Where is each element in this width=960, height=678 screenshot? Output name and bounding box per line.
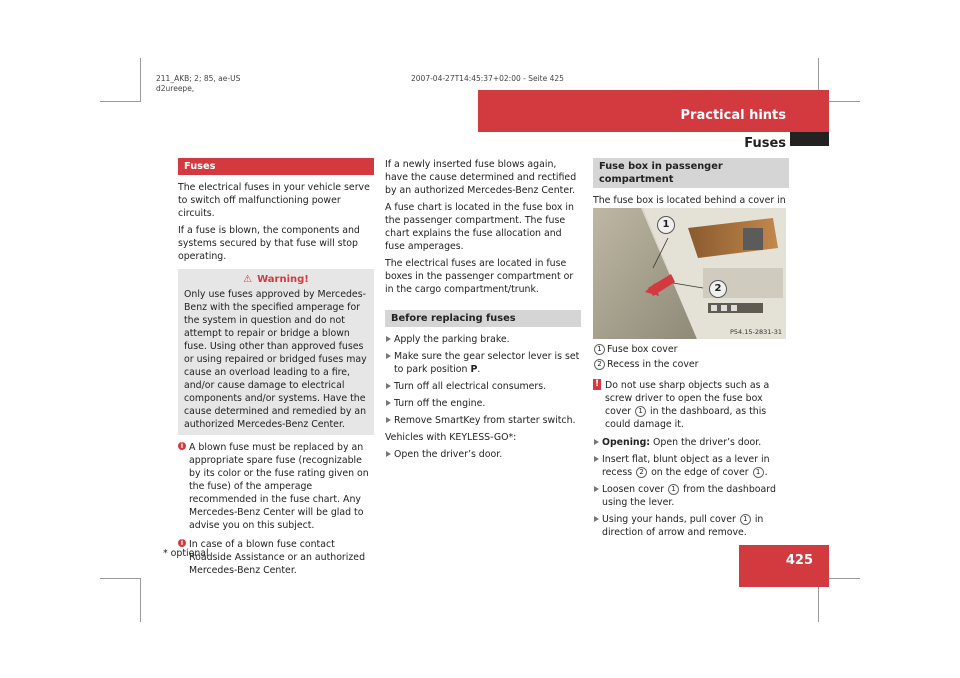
step-item: [593, 483, 789, 509]
header-tab: [790, 132, 829, 146]
caution-item: [593, 379, 789, 431]
step-item: [385, 350, 581, 376]
page-number: 425: [785, 553, 813, 568]
step-text: .: [477, 364, 481, 375]
section-title: Practical hints: [680, 108, 786, 123]
legend-text: Fuse box cover: [607, 344, 678, 355]
step-text: from the dashboard using the lever.: [602, 484, 776, 508]
print-meta: [156, 74, 240, 94]
callout-2: 2: [709, 280, 727, 298]
step-item: [593, 513, 789, 539]
number-1-icon: 1: [594, 344, 605, 355]
warning-triangle-icon: ⚠: [243, 274, 253, 285]
step-item: Turn off the engine.: [385, 397, 581, 410]
caution-icon: !: [594, 379, 600, 389]
paragraph: A fuse chart is located in the fuse box in the passenger compartment. The fuse chart explains the fuse allocation and fuse amperages.: [385, 202, 574, 252]
warning-title-text: Warning!: [257, 274, 309, 285]
step-text: Loosen cover: [602, 484, 668, 495]
step-item: Remove SmartKey from starter switch.: [385, 414, 581, 427]
crop-mark: [140, 58, 141, 102]
step-item: Turn off all electrical consumers.: [385, 380, 581, 393]
paragraph: The electrical fuses are located in fuse boxes in the passenger compartment or in the cargo compartment/trunk.: [385, 258, 574, 295]
step-item: Open the driver’s door.: [385, 448, 581, 461]
step-label: Opening:: [602, 437, 651, 448]
paragraph: Vehicles with KEYLESS-GO*:: [385, 432, 517, 443]
section-heading-fuses: Fuses: [178, 158, 374, 175]
paragraph: If a newly inserted fuse blows again, have the cause determined and rectified by an authorized Mercedes-Benz Center.: [385, 159, 577, 196]
warning-box: [178, 269, 374, 435]
info-icon: i: [178, 539, 186, 547]
note-item: [178, 441, 374, 532]
number-1-icon: 1: [753, 467, 764, 478]
section-heading-fuse-box: Fuse box in passenger compartment: [593, 158, 789, 188]
file-line-2: d2ureepe,: [156, 84, 195, 93]
legend-item: [593, 358, 789, 371]
note-text: In case of a blown fuse contact Roadside Assistance or an authorized Mercedes-Benz Center.: [189, 539, 366, 576]
photo-illustration: [593, 208, 786, 339]
paragraph: The fuse box is located behind a cover in: [593, 195, 786, 206]
legend-item: [593, 343, 789, 356]
number-1-icon: 1: [635, 406, 646, 417]
warning-text: Only use fuses approved by Mercedes-Benz with the specified amperage for the system in question and do not attempt to repair or bridge a blown fuse. Using other than approved fuses or using repaired or bridged fuses may cause an overload leading to a fire, and/or cause damage to electrical components and/or systems. Have the cause determined and remedied by an authorized Mercedes-Benz Center.: [184, 289, 367, 430]
print-timestamp: 2007-04-27T14:45:37+02:00 - Seite 425: [411, 74, 564, 83]
info-icon: i: [178, 442, 186, 450]
step-item: [593, 436, 789, 449]
note-item: [178, 538, 374, 577]
step-item: Apply the parking brake.: [385, 333, 581, 346]
legend-text: Recess in the cover: [607, 359, 699, 370]
warning-title: [184, 273, 368, 286]
column-3-continued: [593, 343, 789, 543]
caution-text: in the dashboard, as this could damage it.: [605, 406, 767, 430]
fuse-box-photo: [593, 208, 786, 339]
crop-mark: [100, 578, 141, 579]
step-text: Make sure the gear selector lever is set to park position: [394, 351, 580, 375]
step-text: .: [764, 467, 768, 478]
park-position: P: [470, 364, 478, 375]
paragraph: If a fuse is blown, the components and systems secured by that fuse will stop operating.: [178, 225, 360, 262]
callout-1: 1: [657, 216, 675, 234]
photo-code: P54.15-2831-31: [729, 328, 782, 336]
number-1-icon: 1: [668, 484, 679, 495]
footnote: * optional: [163, 548, 209, 559]
step-item: [593, 453, 789, 479]
number-1-icon: 1: [740, 514, 751, 525]
step-text: Insert flat, blunt object as a lever in recess: [602, 454, 770, 478]
column-1: [178, 158, 374, 583]
section-heading-before-replacing: Before replacing fuses: [385, 310, 581, 327]
step-text: Using your hands, pull cover: [602, 514, 739, 525]
caution-text: Do not use sharp objects such as a screw driver to open the fuse box cover: [605, 380, 770, 417]
subsection-title: Fuses: [744, 136, 786, 151]
number-2-icon: 2: [594, 359, 605, 370]
step-text: in direction of arrow and remove.: [602, 514, 764, 538]
step-text: Open the driver’s door.: [650, 437, 762, 448]
crop-mark: [100, 101, 141, 102]
note-text: A blown fuse must be replaced by an appropriate spare fuse (recognizable by its color or the fuse rating given on the fuse) of the amperage recommended in the fuse chart. Any Mercedes-Benz Center will be glad to advise you on this subject.: [189, 442, 369, 531]
crop-mark: [140, 578, 141, 622]
paragraph: The electrical fuses in your vehicle serve to switch off malfunctioning power circuits.: [178, 182, 370, 219]
step-text: on the edge of cover: [648, 467, 752, 478]
file-line-1: 211_AKB; 2; 85, ae-US: [156, 74, 241, 83]
column-2: [385, 158, 581, 465]
page-number-box: [739, 545, 829, 587]
number-2-icon: 2: [636, 467, 647, 478]
